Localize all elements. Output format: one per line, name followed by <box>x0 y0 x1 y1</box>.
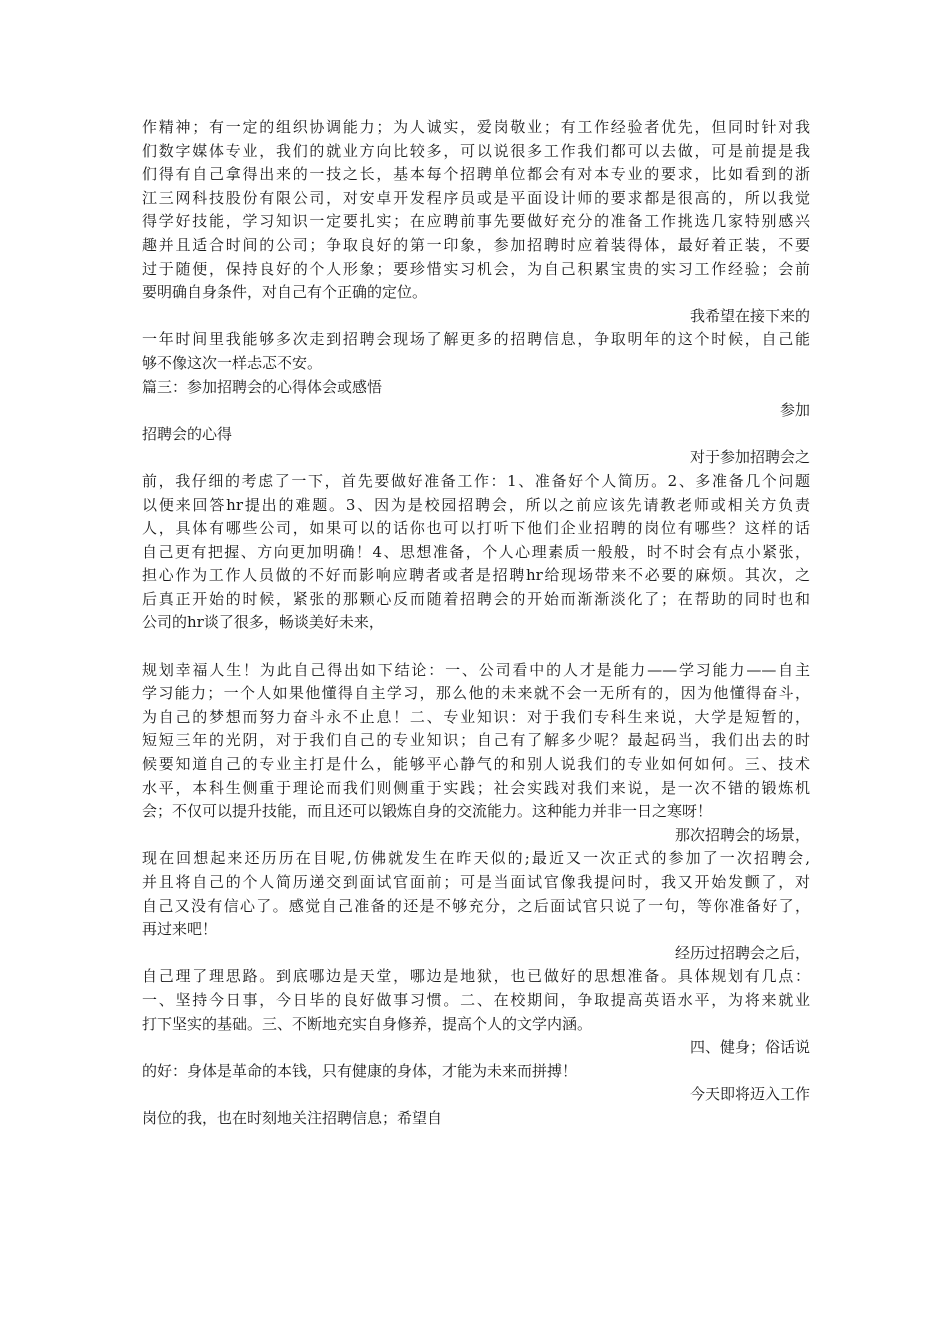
text-line: 并且将自己的个人简历递交到面试官面前；可是当面试官像我提问时，我又开始发颤了，对 <box>142 873 810 891</box>
text-line: 担心作为工作人员做的不好而影响应聘者或者是招聘hr给现场带来不必要的麻烦。其次，之 <box>142 566 810 585</box>
text-line: 够不像这次一样忐忑不安。 <box>142 353 323 372</box>
text-line: 参加 <box>779 401 810 420</box>
text-line: 今天即将迈入工作 <box>689 1085 810 1104</box>
text-line: 候要知道自己的专业主打是什么，能够平心静气的和别人说我们的专业如何如何。三、技术 <box>142 755 810 774</box>
text-line: 对于参加招聘会之 <box>689 448 810 467</box>
text-line: 江三网科技股份有限公司，对安卓开发程序员或是平面设计师的要求都是很高的，所以我觉 <box>142 188 810 207</box>
text-line: 经历过招聘会之后， <box>674 943 810 962</box>
text-line: 规划幸福人生！为此自己得出如下结论：一、公司看中的人才是能力——学习能力——自主 <box>142 660 810 679</box>
text-line: 公司的hr谈了很多，畅谈美好未来， <box>142 613 384 632</box>
text-line: 后真正开始的时候，紧张的那颗心反而随着招聘会的开始而渐渐淡化了；在帮助的同时也和 <box>142 589 810 608</box>
text-line: 学习能力；一个人如果他懂得自主学习，那么他的未来就不会一无所有的，因为他懂得奋斗， <box>142 684 810 703</box>
text-line: 为自己的梦想而努力奋斗永不止息！二、专业知识：对于我们专科生来说，大学是短暂的， <box>142 707 810 726</box>
text-line: 自己又没有信心了。感觉自己准备的还是不够充分，之后面试官只说了一句，等你准备好了， <box>142 896 810 915</box>
text-line: 过于随便，保持良好的个人形象；要珍惜实习机会，为自己积累宝贵的实习工作经验；会前 <box>142 259 810 278</box>
text-line: 打下坚实的基础。三、不断地充实自身修养，提高个人的文学内涵。 <box>142 1014 593 1033</box>
text-line: 自己理了理思路。到底哪边是天堂，哪边是地狱，也已做好的思想准备。具体规划有几点： <box>142 967 810 986</box>
text-line: 短短三年的光阴，对于我们自己的专业知识；自己有了解多少呢？最起码当，我们出去的时 <box>142 731 810 750</box>
text-line: 再过来吧！ <box>142 920 218 939</box>
text-line: 一、坚持今日事，今日毕的良好做事习惯。二、在校期间，争取提高英语水平，为将来就业 <box>142 990 810 1009</box>
text-line: 人，具体有哪些公司，如果可以的话你也可以打听下他们企业招聘的岗位有哪些？这样的话 <box>142 519 810 538</box>
text-line: 们数字媒体专业，我们的就业方向比较多，可以说很多工作我们都可以去做，可是前提是我 <box>142 141 810 160</box>
text-line: 以便来回答hr提出的难题。3、因为是校园招聘会，所以之前应该先请教老师或相关方负责 <box>142 495 810 514</box>
text-line: 水平，本科生侧重于理论而我们则侧重于实践；社会实践对我们来说，是一次不错的锻炼机 <box>142 778 810 797</box>
text-line: 一年时间里我能够多次走到招聘会现场了解更多的招聘信息，争取明年的这个时候，自己能 <box>142 330 810 349</box>
text-line: 会；不仅可以提升技能，而且还可以锻炼自身的交流能力。这种能力并非一日之寒呀！ <box>142 802 713 821</box>
text-line: 现在回想起来还历历在目呢,仿佛就发生在昨天似的;最近又一次正式的参加了一次招聘会, <box>142 849 810 868</box>
text-line: 招聘会的心得 <box>142 424 233 443</box>
text-line: 的好：身体是革命的本钱，只有健康的身体，才能为未来而拼搏！ <box>142 1061 578 1080</box>
text-line: 岗位的我，也在时刻地关注招聘信息；希望自 <box>142 1108 443 1127</box>
text-line: 们得有自己拿得出来的一技之长，基本每个招聘单位都会有对本专业的要求，比如看到的浙 <box>142 165 810 184</box>
text-line: 篇三：参加招聘会的心得体会或感悟 <box>142 377 383 396</box>
text-line: 要明确自身条件，对自己有个正确的定位。 <box>142 283 428 302</box>
text-line: 四、健身；俗话说 <box>689 1038 810 1057</box>
text-line: 自己更有把握、方向更加明确！4、思想准备，个人心理素质一般般，时不时会有点小紧张， <box>142 542 810 561</box>
blank-line <box>142 635 810 659</box>
text-line: 得学好技能，学习知识一定要扎实；在应聘前事先要做好充分的准备工作挑选几家特别感兴 <box>142 212 810 231</box>
text-line: 趣并且适合时间的公司；争取良好的第一印象，参加招聘时应着装得体，最好着正装，不要 <box>142 235 810 254</box>
text-line: 作精神；有一定的组织协调能力；为人诚实，爱岗敬业；有工作经验者优先，但同时针对我 <box>142 118 810 136</box>
text-line: 我希望在接下来的 <box>689 306 810 325</box>
document-body <box>142 116 810 1131</box>
text-line: 那次招聘会的场景， <box>674 825 810 844</box>
text-line: 前，我仔细的考虑了一下，首先要做好准备工作：1、准备好个人简历。2、多准备几个问题 <box>142 471 810 490</box>
